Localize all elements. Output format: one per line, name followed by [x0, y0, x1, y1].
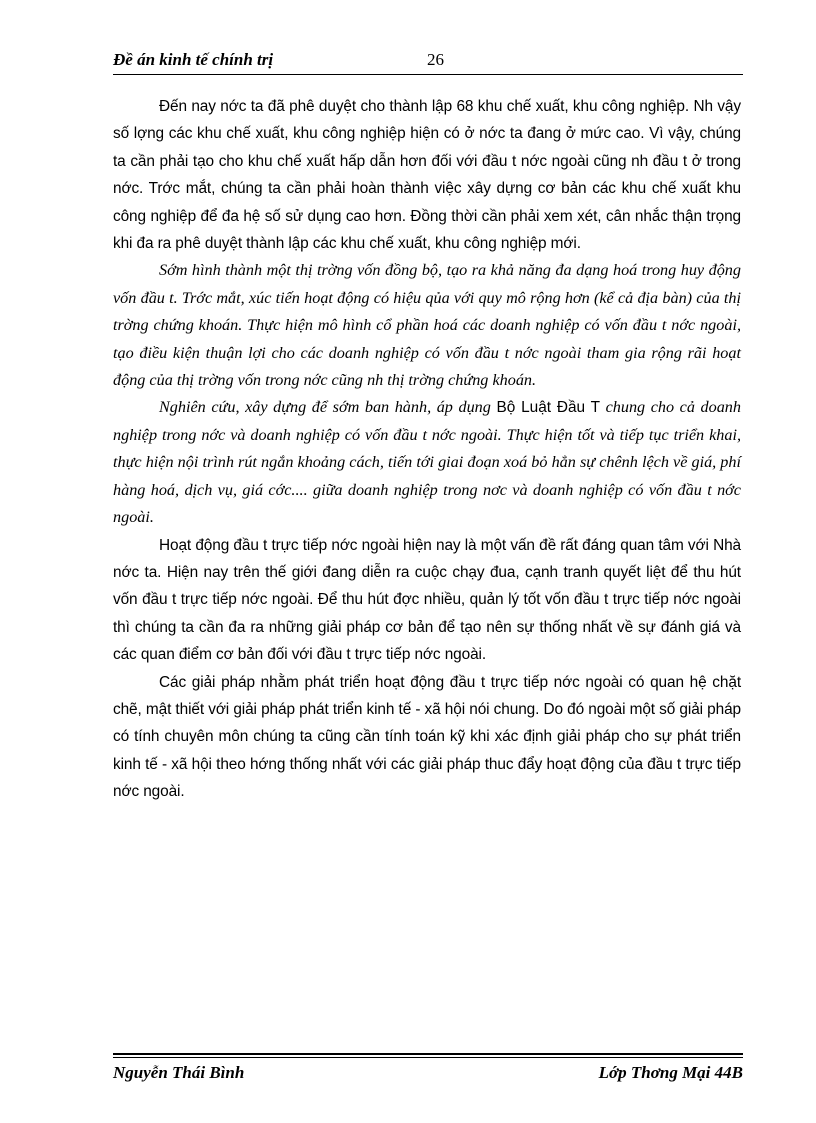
page-header: [113, 50, 743, 75]
document-body: [113, 93, 741, 806]
paragraph-3-before: Nghiên cứu, xây dựng để sớm ban hành, áp dụng: [159, 398, 497, 417]
paragraph-2: Sớm hình thành một thị trờng vốn đồng bộ, tạo ra khả năng đa dạng hoá trong huy động vốn đầu t. Trớc mắt, xúc tiến hoạt động có hiệu qủa với quy mô rộng hơn (kể cả địa bàn) của thị trờng chứng khoán. Thực hiện mô hình cổ phần hoá các doanh nghiệp có vốn đầu t nớc ngoài, tạo điều kiện thuận lợi cho các doanh nghiệp có vốn đầu t nớc ngoài tham gia rộng rãi hoạt động của thị trờng vốn trong nớc cũng nh thị trờng chứng khoán.: [113, 261, 741, 390]
paragraph-3-after: chung cho cả doanh nghiệp trong nớc và doanh nghiệp có vốn đầu t nớc ngoài. Thực hiện tốt và tiếp tục triển khai, thực hiện nội trình rút ngắn khoảng cách, tiến tới giai đoạn xoá bỏ hẳn sự chênh lệch về giá, phí hàng hoá, dịch vụ, giá cớc.... giữa doanh nghiệp trong nơc và doanh nghiệp có vốn đầu t nớc ngoài.: [113, 398, 741, 527]
footer-class: Lớp Thơng Mại 44B: [598, 1063, 743, 1082]
header-title: Đề án kinh tế chính trị: [113, 50, 274, 69]
law-name: Bộ Luật Đầu T: [496, 399, 600, 417]
paragraph-3: [113, 394, 741, 531]
paragraph-4: Hoạt động đầu t trực tiếp nớc ngoài hiện nay là một vấn đề rất đáng quan tâm với Nhà nớc ta. Hiện nay trên thế giới đang diễn ra cuộc chạy đua, cạnh tranh quyết liệt để thu hút vốn đầu t trực tiếp nớc ngoài. Để thu hút đợc nhiều, quản lý tốt vốn đầu t trực tiếp nớc ngoài thì chúng ta cần đa ra những giải pháp cơ bản để tạo nên sự thống nhất về sự đánh giá và các quan điểm cơ bản đối với đầu t trực tiếp nớc ngoài.: [113, 536, 741, 664]
page-number: 26: [427, 50, 444, 69]
paragraph-5: Các giải pháp nhằm phát triển hoạt động đầu t trực tiếp nớc ngoài có quan hệ chặt chẽ, mật thiết với giải pháp phát triển kinh tế - xã hội nói chung. Do đó ngoài một số giải pháp có tính chuyên môn chúng ta cũng cần tính toán kỹ khi xác định giải pháp cho sự phát triển kinh tế - xã hội theo hớng thống nhất với các giải pháp thuc đẩy hoạt động của đầu t trực tiếp nớc ngoài.: [113, 673, 741, 801]
page-footer: [113, 1053, 743, 1095]
paragraph-1: Đến nay nớc ta đã phê duyệt cho thành lập 68 khu chế xuất, khu công nghiệp. Nh vậy số lợng các khu chế xuất, khu công nghiệp hiện có ở nớc ta đang ở mức cao. Vì vậy, chúng ta cần phải tạo cho khu chế xuất hấp dẫn hơn đối với đầu t nớc ngoài cũng nh đầu t ở trong nớc. Trớc mắt, chúng ta cần phải hoàn thành việc xây dựng cơ bản các khu chế xuất khu công nghiệp để đa hệ số sử dụng cao hơn. Đồng thời cần phải xem xét, cân nhắc thận trọng khi đa ra phê duyệt thành lập các khu chế xuất, khu công nghiệp mới.: [113, 98, 741, 253]
footer-author: Nguyễn Thái Bình: [113, 1063, 245, 1082]
